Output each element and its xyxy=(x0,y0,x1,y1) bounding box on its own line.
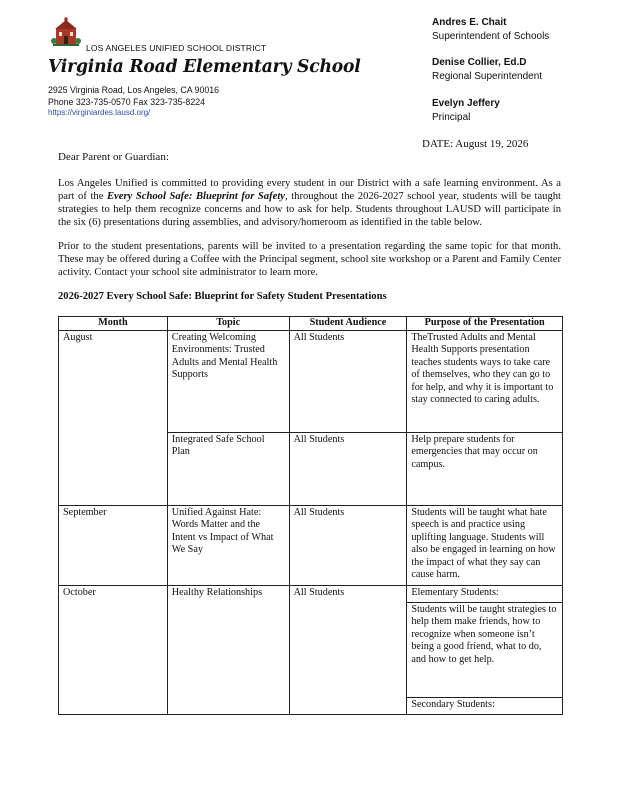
cell-topic: Healthy Relationships xyxy=(167,585,289,714)
intro-paragraph xyxy=(58,177,561,229)
cell-purpose: Help prepare students for emergencies that may occur on campus. xyxy=(407,432,563,505)
table-row xyxy=(59,585,563,602)
administrator-superintendent xyxy=(432,16,549,44)
cell-purpose-elementary-heading: Elementary Students: xyxy=(407,585,563,602)
administrator-title: Regional Superintendent xyxy=(432,71,543,82)
presentations-table xyxy=(58,316,563,715)
cell-purpose: TheTrusted Adults and Mental Health Supports presentation teaches students ways to take care of themselves, who they can go to for help, and why it is important to stay connected to caring adults. xyxy=(407,330,563,432)
header-month: Month xyxy=(59,317,168,331)
table-row xyxy=(59,330,563,432)
header-audience: Student Audience xyxy=(289,317,407,331)
cell-purpose-secondary-heading: Secondary Students: xyxy=(407,697,563,714)
cell-month: August xyxy=(59,330,168,505)
administrator-name: Andres E. Chait xyxy=(432,17,507,28)
intro-text-start: Los Angeles Unified is committed to providing every student in our District with a safe learning environment. As a part of the xyxy=(58,178,561,202)
administrator-name: Denise Collier, Ed.D xyxy=(432,57,527,68)
cell-topic: Creating Welcoming Environments: Trusted Adults and Mental Health Supports xyxy=(167,330,289,432)
cell-topic: Integrated Safe School Plan xyxy=(167,432,289,505)
administrator-title: Principal xyxy=(432,112,471,123)
district-name: LOS ANGELES UNIFIED SCHOOL DISTRICT xyxy=(86,43,267,53)
header-purpose: Purpose of the Presentation xyxy=(407,317,563,331)
cell-audience: All Students xyxy=(289,585,407,714)
table-title: 2026-2027 Every School Safe: Blueprint for Safety Student Presentations xyxy=(58,291,387,302)
administrator-title: Superintendent of Schools xyxy=(432,31,550,42)
cell-month: October xyxy=(59,585,168,714)
cell-topic: Unified Against Hate: Words Matter and the Intent vs Impact of What We Say xyxy=(167,505,289,585)
cell-audience: All Students xyxy=(289,505,407,585)
school-website-link[interactable]: https://virginiardes.lausd.org/ xyxy=(48,108,151,117)
table-row xyxy=(59,505,563,585)
program-name: Every School Safe: Blueprint for Safety xyxy=(106,191,285,202)
cell-audience: All Students xyxy=(289,330,407,432)
administrator-regional xyxy=(432,56,542,84)
table-header-row xyxy=(59,317,563,331)
parent-presentation-paragraph: Prior to the student presentations, parents will be invited to a presentation regarding the same topic for that month. These may be offered during a Coffee with the Principal segment, school site workshop or a Parent and Family Center activity. Contact your school site administrator to learn more. xyxy=(58,241,561,278)
administrator-name: Evelyn Jeffery xyxy=(432,98,500,109)
school-name: Virginia Road Elementary School xyxy=(48,57,361,77)
administrator-principal xyxy=(432,97,500,125)
school-phone-fax: Phone 323-735-0570 Fax 323-735-8224 xyxy=(48,97,205,107)
cell-month: September xyxy=(59,505,168,585)
letter-date: DATE: August 19, 2026 xyxy=(422,138,529,150)
school-address: 2925 Virginia Road, Los Angeles, CA 90016 xyxy=(48,85,220,95)
cell-purpose: Students will be taught what hate speech is and practice using uplifting language. Students will also be engaged in learning on how the impact of what they say can cause harm. xyxy=(407,505,563,585)
salutation: Dear Parent or Guardian: xyxy=(58,151,169,163)
cell-audience: All Students xyxy=(289,432,407,505)
intro-text-end: , throughout the 2026-2027 school year, students will be taught strategies to help them recognize concerns and how to ask for help. Students throughout LAUSD will participate in the six (6) presentations during assemblies, and advisory/homeroom as identified in the table below. xyxy=(58,191,561,228)
school-building-icon xyxy=(50,17,82,49)
cell-purpose-elementary: Students will be taught strategies to help them make friends, how to recognize when someone isn’t being a good friend, what to do, and how to get help. xyxy=(407,602,563,697)
header-topic: Topic xyxy=(167,317,289,331)
